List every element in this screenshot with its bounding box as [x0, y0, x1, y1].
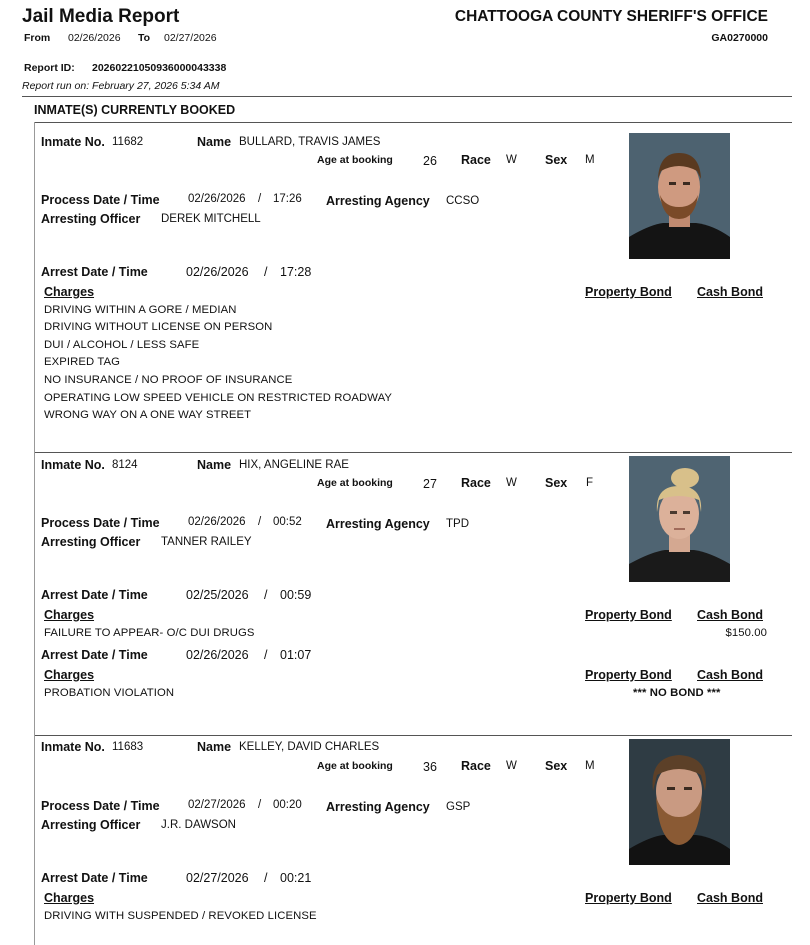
charge-item: NO INSURANCE / NO PROOF OF INSURANCE: [44, 374, 293, 386]
agency: GSP: [446, 801, 471, 813]
arrest-time: 00:59: [280, 588, 312, 602]
cash-bond-amount: $150.00: [725, 627, 767, 639]
property-bond-header: Property Bond: [585, 668, 672, 682]
process-time: 00:20: [273, 799, 302, 811]
inmate-no: 8124: [112, 459, 138, 471]
arrest-time: 01:07: [280, 648, 312, 662]
inmate-no-label: Inmate No.: [41, 458, 105, 472]
arrest-date: 02/25/2026: [186, 588, 249, 602]
record-divider: [34, 735, 792, 736]
mugshot: [629, 133, 730, 259]
age-label: Age at booking: [317, 477, 393, 489]
mugshot: [629, 739, 730, 865]
process-label: Process Date / Time: [41, 516, 160, 530]
arrest-label: Arrest Date / Time: [41, 871, 148, 885]
sex-label: Sex: [545, 153, 568, 167]
charges-header: Charges: [44, 608, 95, 622]
process-label: Process Date / Time: [41, 193, 160, 207]
name-label: Name: [197, 458, 232, 472]
cash-bond-header: Cash Bond: [697, 668, 763, 682]
arrest-label: Arrest Date / Time: [41, 588, 148, 602]
property-bond-header: Property Bond: [585, 285, 672, 299]
arrest-date: 02/26/2026: [186, 265, 249, 279]
agency-code: GA0270000: [711, 32, 768, 44]
charge-item: DUI / ALCOHOL / LESS SAFE: [44, 339, 200, 351]
name-label: Name: [197, 135, 232, 149]
agency: CCSO: [446, 195, 480, 207]
age-label: Age at booking: [317, 154, 393, 166]
process-label: Process Date / Time: [41, 799, 160, 813]
slash: /: [258, 516, 262, 528]
slash: /: [264, 588, 268, 602]
agency-label: Arresting Agency: [326, 194, 430, 208]
race: W: [506, 760, 517, 772]
process-date: 02/27/2026: [188, 799, 246, 811]
report-id: 20260221050936000043338: [92, 62, 227, 74]
report-title: Jail Media Report: [22, 6, 180, 27]
property-bond-header: Property Bond: [585, 891, 672, 905]
inmate-no: 11682: [112, 136, 144, 148]
process-date: 02/26/2026: [188, 516, 246, 528]
charge-item: OPERATING LOW SPEED VEHICLE ON RESTRICTED ROADWAY: [44, 392, 393, 404]
inmate-name: BULLARD, TRAVIS JAMES: [239, 136, 381, 148]
race: W: [506, 477, 517, 489]
charges-header: Charges: [44, 668, 95, 682]
inmate-no: 11683: [112, 741, 144, 753]
arrest-label: Arrest Date / Time: [41, 648, 148, 662]
process-time: 17:26: [273, 193, 302, 205]
age: 27: [423, 477, 437, 491]
inmate-no-label: Inmate No.: [41, 740, 105, 754]
arrest-time: 00:21: [280, 871, 312, 885]
charge-item: WRONG WAY ON A ONE WAY STREET: [44, 409, 252, 421]
charge-item: DRIVING WITH SUSPENDED / REVOKED LICENSE: [44, 910, 317, 922]
agency-label: Arresting Agency: [326, 517, 430, 531]
officer: TANNER RAILEY: [161, 536, 252, 548]
slash: /: [258, 193, 262, 205]
name-label: Name: [197, 740, 232, 754]
officer-label: Arresting Officer: [41, 535, 141, 549]
agency-label: Arresting Agency: [326, 800, 430, 814]
cash-bond-header: Cash Bond: [697, 608, 763, 622]
race-label: Race: [461, 153, 491, 167]
charge-item: DRIVING WITHIN A GORE / MEDIAN: [44, 304, 237, 316]
arrest-time: 17:28: [280, 265, 312, 279]
officer: DEREK MITCHELL: [161, 213, 261, 225]
section-divider: [34, 122, 792, 123]
section-title: INMATE(S) CURRENTLY BOOKED: [34, 103, 236, 117]
cash-bond-header: Cash Bond: [697, 285, 763, 299]
to-label: To: [138, 32, 151, 44]
charge-item: EXPIRED TAG: [44, 356, 121, 368]
property-bond-header: Property Bond: [585, 608, 672, 622]
agency: TPD: [446, 518, 469, 530]
inmate-no-label: Inmate No.: [41, 135, 105, 149]
sex: M: [585, 760, 595, 772]
officer: J.R. DAWSON: [161, 819, 236, 831]
from-label: From: [24, 32, 51, 44]
age: 36: [423, 760, 437, 774]
mugshot-image: [629, 133, 730, 259]
slash: /: [264, 648, 268, 662]
arrest-date: 02/27/2026: [186, 871, 249, 885]
cash-bond-header: Cash Bond: [697, 891, 763, 905]
record-divider: [34, 452, 792, 453]
to-date: 02/27/2026: [164, 32, 217, 44]
charge-item: FAILURE TO APPEAR- O/C DUI DRUGS: [44, 627, 255, 639]
officer-label: Arresting Officer: [41, 818, 141, 832]
report-id-label: Report ID:: [24, 62, 75, 74]
arrest-label: Arrest Date / Time: [41, 265, 148, 279]
mugshot-image: [629, 739, 730, 865]
age-label: Age at booking: [317, 760, 393, 772]
slash: /: [264, 265, 268, 279]
report-run-on: Report run on: February 27, 2026 5:34 AM: [22, 80, 220, 92]
sex: M: [585, 154, 595, 166]
race-label: Race: [461, 476, 491, 490]
charge-item: DRIVING WITHOUT LICENSE ON PERSON: [44, 321, 273, 333]
officer-label: Arresting Officer: [41, 212, 141, 226]
record-border-left: [34, 122, 35, 452]
record-border-left: [34, 452, 35, 735]
sex-label: Sex: [545, 759, 568, 773]
process-date: 02/26/2026: [188, 193, 246, 205]
slash: /: [258, 799, 262, 811]
office-name: CHATTOOGA COUNTY SHERIFF'S OFFICE: [454, 8, 768, 25]
mugshot: [629, 456, 730, 582]
charges-header: Charges: [44, 891, 95, 905]
header-divider: [22, 96, 792, 97]
race: W: [506, 154, 517, 166]
inmate-name: HIX, ANGELINE RAE: [239, 459, 349, 471]
age: 26: [423, 154, 437, 168]
race-label: Race: [461, 759, 491, 773]
no-bond-note: *** NO BOND ***: [633, 687, 721, 699]
charges-header: Charges: [44, 285, 95, 299]
process-time: 00:52: [273, 516, 302, 528]
mugshot-image: [629, 456, 730, 582]
charge-item: PROBATION VIOLATION: [44, 687, 175, 699]
sex: F: [586, 477, 594, 489]
sex-label: Sex: [545, 476, 568, 490]
inmate-name: KELLEY, DAVID CHARLES: [239, 741, 380, 753]
from-date: 02/26/2026: [68, 32, 121, 44]
slash: /: [264, 871, 268, 885]
record-border-left: [34, 735, 35, 945]
arrest-date: 02/26/2026: [186, 648, 249, 662]
